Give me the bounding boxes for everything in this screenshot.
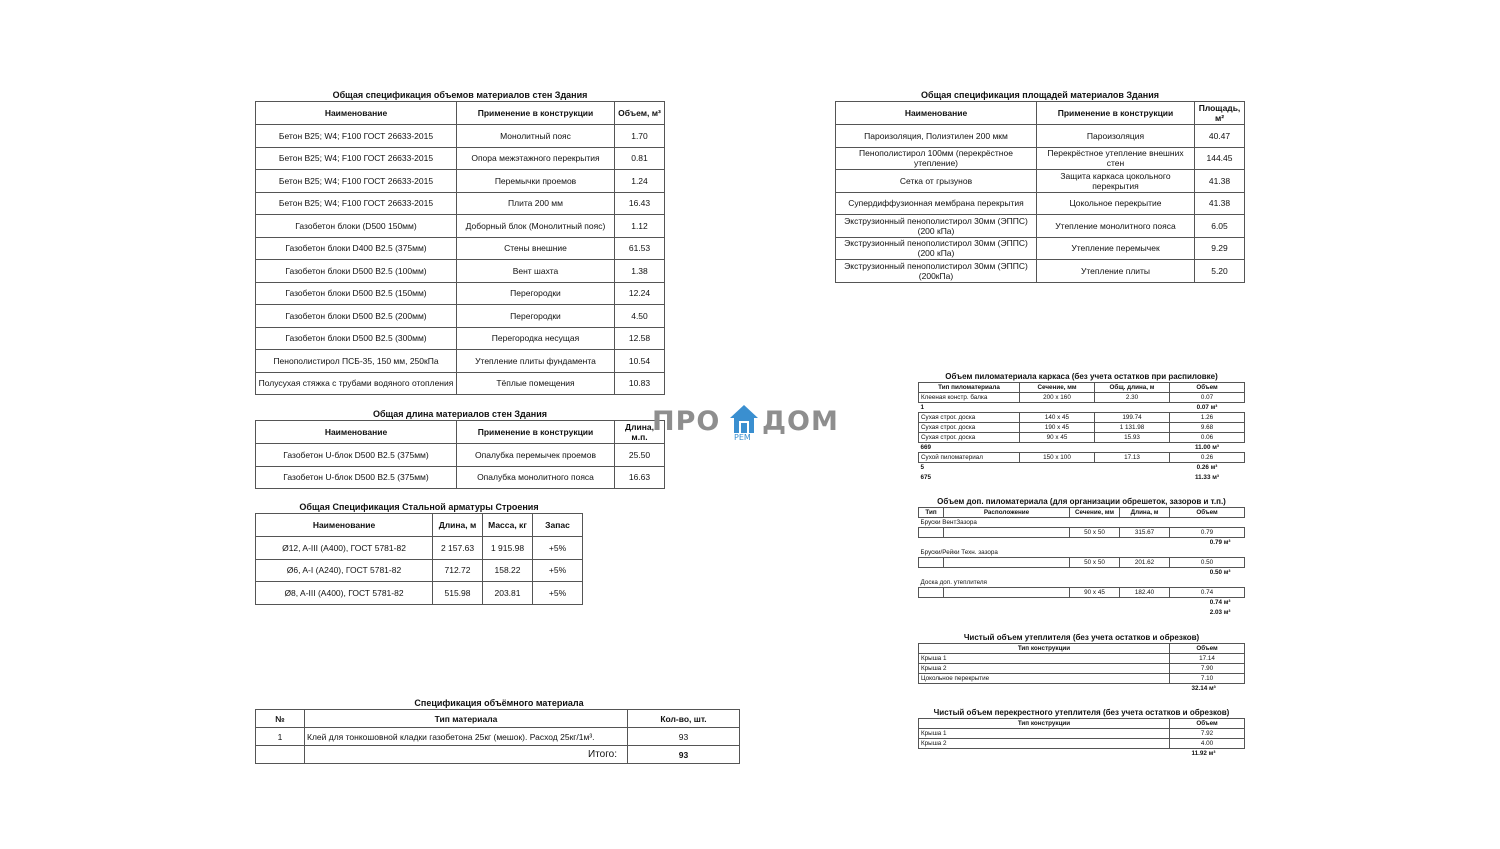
column-header: Наименование (256, 421, 457, 444)
area-spec (835, 90, 1245, 283)
material-name: Бетон B25; W4; F100 ГОСТ 26633-2015 (256, 170, 457, 193)
total-value: 93 (628, 746, 740, 764)
table-row (836, 125, 1245, 148)
column-header: Длина, м (433, 514, 483, 537)
subtotal-value: 0.07 м³ (1196, 404, 1218, 411)
length-value: 17.13 (1095, 453, 1170, 463)
logo-small-text: РЕМ (734, 433, 751, 442)
table-row (919, 558, 1245, 568)
subtotal-value: 0.50 м³ (1209, 569, 1231, 577)
volume-value: 1.70 (615, 125, 665, 148)
pro-dom-logo (650, 404, 850, 444)
area-value: 6.05 (1195, 215, 1245, 238)
insulation-volume-title: Чистый объем утеплителя (без учета остатков и обрезков) (963, 633, 1200, 642)
total-row (919, 684, 1245, 694)
volume-value: 4.50 (615, 305, 665, 328)
column-header: Применение в конструкции (457, 421, 615, 444)
extra-lumber-table (918, 507, 1245, 618)
length-value: 2 157.63 (433, 537, 483, 560)
table-row (256, 537, 583, 560)
empty-cell (1020, 443, 1095, 453)
table-header-row (256, 710, 740, 728)
empty-cell (1095, 473, 1170, 483)
section-value: 50 x 50 (1070, 528, 1120, 538)
volume-value: 10.54 (615, 350, 665, 373)
volume-value: 12.58 (615, 327, 665, 350)
empty-cell (256, 746, 305, 764)
table-row (919, 739, 1245, 749)
empty-cell (919, 568, 1170, 578)
count-value: 669 (920, 444, 932, 451)
column-header: Сечение, мм (1020, 383, 1095, 393)
table-row (919, 433, 1245, 443)
column-header: Запас (533, 514, 583, 537)
rebar-name: Ø6, A-I (A240), ГОСТ 5781-82 (256, 559, 433, 582)
application: Утепление плиты фундамента (457, 350, 615, 373)
column-header: Объем (1170, 644, 1245, 654)
volume-value: 17.14 (1170, 654, 1245, 664)
cross-insulation-spec (918, 708, 1245, 759)
reserve-value: +5% (533, 537, 583, 560)
subtotal-row (919, 463, 1245, 473)
column-header: Объем (1170, 383, 1245, 393)
area-value: 41.38 (1195, 170, 1245, 193)
table-row (256, 466, 665, 489)
subtotal-value: 0.26 м³ (1196, 464, 1218, 472)
length-value: 16.63 (615, 466, 665, 489)
column-header: № (256, 710, 305, 728)
table-row (256, 372, 665, 395)
table-row (919, 393, 1245, 403)
table-row (256, 559, 583, 582)
volume-value: 7.92 (1170, 729, 1245, 739)
column-header: Наименование (256, 514, 433, 537)
grand-total-row (919, 473, 1245, 483)
application: Вент шахта (457, 260, 615, 283)
table-row (256, 192, 665, 215)
empty-cell (919, 608, 1170, 618)
table-row (256, 327, 665, 350)
empty-cell (919, 684, 1170, 694)
column-header: Масса, кг (483, 514, 533, 537)
table-row (836, 147, 1245, 170)
material-name: Газобетон U-блок D500 B2.5 (375мм) (256, 466, 457, 489)
application: Перемычки проемов (457, 170, 615, 193)
volume-value: 9.68 (1170, 423, 1245, 433)
column-header: Сечение, мм (1070, 508, 1120, 518)
material-name: Газобетон блоки D500 B2.5 (100мм) (256, 260, 457, 283)
mass-value: 1 915.98 (483, 537, 533, 560)
material-type: Клей для тонкошовной кладки газобетона 25кг (мешок). Расход 25кг/1м³. (305, 728, 628, 746)
volume-value: 7.10 (1170, 674, 1245, 684)
table-row (256, 728, 740, 746)
empty-cell (1095, 463, 1170, 473)
column-header: Наименование (256, 102, 457, 125)
empty-cell (1020, 463, 1095, 473)
material-name: Газобетон блоки D500 B2.5 (300мм) (256, 327, 457, 350)
table-row (919, 729, 1245, 739)
count-value: 1 (920, 404, 925, 411)
frame-lumber-spec (918, 372, 1245, 483)
length-value: 2.30 (1095, 393, 1170, 403)
section-value: 190 x 45 (1020, 423, 1095, 433)
table-row (836, 215, 1245, 238)
wall-volume-table (255, 101, 665, 395)
row-number: 1 (256, 728, 305, 746)
empty-cell (1020, 403, 1095, 413)
cross-insulation-title: Чистый объем перекрестного утеплителя (без учета остатков и обрезков) (933, 708, 1230, 717)
total-row (919, 749, 1245, 759)
empty-cell (919, 598, 1170, 608)
volume-value: 1.38 (615, 260, 665, 283)
group-header-row (919, 578, 1245, 588)
wall-volume-title: Общая спецификация объемов материалов стен Здания (332, 90, 588, 100)
rebar-name: Ø12, A-III (A400), ГОСТ 5781-82 (256, 537, 433, 560)
empty-cell (944, 588, 1070, 598)
area-value: 40.47 (1195, 125, 1245, 148)
column-header: Кол-во, шт. (628, 710, 740, 728)
table-row (256, 215, 665, 238)
grand-total-row (919, 608, 1245, 618)
empty-cell (944, 528, 1070, 538)
lumber-type: Клееная констр. балка (919, 393, 1020, 403)
bulk-material-table (255, 709, 740, 764)
area-value: 9.29 (1195, 237, 1245, 260)
column-header: Тип (919, 508, 944, 518)
subtotal-row (919, 403, 1245, 413)
volume-value: 1.12 (615, 215, 665, 238)
empty-cell (1095, 403, 1170, 413)
application: Доборный блок (Монолитный пояс) (457, 215, 615, 238)
length-value: 199.74 (1095, 413, 1170, 423)
application: Перекрёстное утепление внешних стен (1037, 147, 1195, 170)
table-row (256, 305, 665, 328)
material-name: Полусухая стяжка с трубами водяного отопления (256, 372, 457, 395)
column-header: Тип конструкции (919, 644, 1170, 654)
section-value: 200 x 160 (1020, 393, 1095, 403)
application: Цокольное перекрытие (1037, 192, 1195, 215)
length-value: 315.67 (1120, 528, 1170, 538)
area-title: Общая спецификация площадей материалов Здания (921, 90, 1159, 100)
rebar-name: Ø8, A-III (A400), ГОСТ 5781-82 (256, 582, 433, 605)
table-header-row (836, 102, 1245, 125)
column-header: Тип пиломатериала (919, 383, 1020, 393)
house-icon (728, 404, 760, 434)
volume-value: 61.53 (615, 237, 665, 260)
grand-total-value: 11.33 м³ (1195, 474, 1219, 481)
subtotal-row (919, 568, 1245, 578)
empty-cell (919, 588, 944, 598)
construction-type: Крыша 1 (919, 654, 1170, 664)
subtotal-row (919, 538, 1245, 548)
section-value: 150 x 100 (1020, 453, 1095, 463)
table-row (919, 674, 1245, 684)
column-header: Расположение (944, 508, 1070, 518)
subtotal-value: 0.74 м³ (1209, 599, 1231, 607)
application: Утепление монолитного пояса (1037, 215, 1195, 238)
group-header-row (919, 518, 1245, 528)
table-row (919, 588, 1245, 598)
volume-value: 1.26 (1170, 413, 1245, 423)
total-value: 32.14 м³ (1191, 685, 1216, 693)
application: Опалубка монолитного пояса (457, 466, 615, 489)
application: Опалубка перемычек проемов (457, 444, 615, 467)
material-name: Бетон B25; W4; F100 ГОСТ 26633-2015 (256, 147, 457, 170)
mass-value: 203.81 (483, 582, 533, 605)
table-header-row (919, 383, 1245, 393)
construction-type: Крыша 1 (919, 729, 1170, 739)
application: Пароизоляция (1037, 125, 1195, 148)
mass-value: 158.22 (483, 559, 533, 582)
application: Тёплые помещения (457, 372, 615, 395)
volume-value: 12.24 (615, 282, 665, 305)
volume-value: 4.00 (1170, 739, 1245, 749)
wall-length-title: Общая длина материалов стен Здания (373, 409, 547, 419)
reserve-value: +5% (533, 582, 583, 605)
total-value: 11.92 м³ (1191, 750, 1216, 758)
section-value: 90 x 45 (1070, 588, 1120, 598)
cross-insulation-table (918, 718, 1245, 759)
empty-cell (919, 528, 944, 538)
volume-value: 1.24 (615, 170, 665, 193)
subtotal-row (919, 443, 1245, 453)
construction-type: Крыша 2 (919, 664, 1170, 674)
construction-type: Крыша 2 (919, 739, 1170, 749)
material-name: Газобетон U-блок D500 B2.5 (375мм) (256, 444, 457, 467)
frame-lumber-title: Объем пиломатериала каркаса (без учета остатков при распиловке) (945, 372, 1218, 381)
material-name: Газобетон блоки D500 B2.5 (200мм) (256, 305, 457, 328)
table-header-row (256, 421, 665, 444)
logo-text-right: ДОМ (762, 406, 839, 437)
column-header: Тип конструкции (919, 719, 1170, 729)
count-value: 5 (920, 464, 925, 472)
section-value: 50 x 50 (1070, 558, 1120, 568)
volume-value: 16.43 (615, 192, 665, 215)
length-value: 712.72 (433, 559, 483, 582)
volume-value: 0.74 (1170, 588, 1245, 598)
column-header: Применение в конструкции (457, 102, 615, 125)
length-value: 201.62 (1120, 558, 1170, 568)
lumber-type: Сухая строг. доска (919, 423, 1020, 433)
area-value: 5.20 (1195, 260, 1245, 283)
subtotal-row (919, 598, 1245, 608)
column-header: Применение в конструкции (1037, 102, 1195, 125)
total-row (256, 746, 740, 764)
material-name: Экструзионный пенополистирол 30мм (ЭППС) (200 кПа) (836, 237, 1037, 260)
table-row (836, 260, 1245, 283)
wall-length-spec (255, 409, 665, 489)
bulk-material-spec (255, 698, 743, 764)
area-value: 144.45 (1195, 147, 1245, 170)
length-value: 1 131.98 (1095, 423, 1170, 433)
frame-lumber-table (918, 382, 1245, 483)
volume-value: 0.26 (1170, 453, 1245, 463)
group-header-row (919, 548, 1245, 558)
material-name: Экструзионный пенополистирол 30мм (ЭППС) (200кПа) (836, 260, 1037, 283)
material-name: Сетка от грызунов (836, 170, 1037, 193)
table-row (919, 413, 1245, 423)
volume-value: 7.90 (1170, 664, 1245, 674)
section-value: 140 x 45 (1020, 413, 1095, 423)
group-name: Доска доп. утеплителя (920, 578, 987, 586)
column-header: Наименование (836, 102, 1037, 125)
table-row (256, 170, 665, 193)
material-name: Пенополистирол ПСБ-35, 150 мм, 250кПа (256, 350, 457, 373)
length-value: 25.50 (615, 444, 665, 467)
column-header: Общ. длина, м (1095, 383, 1170, 393)
rebar-title: Общая Спецификация Стальной арматуры Строения (299, 502, 539, 512)
empty-cell (1020, 473, 1095, 483)
table-row (836, 192, 1245, 215)
material-name: Пенополистирол 100мм (перекрёстное утепление) (836, 147, 1037, 170)
volume-value: 0.81 (615, 147, 665, 170)
volume-value: 10.83 (615, 372, 665, 395)
material-name: Газобетон блоки D400 B2.5 (375мм) (256, 237, 457, 260)
application: Стены внешние (457, 237, 615, 260)
construction-type: Цокольное перекрытие (919, 674, 1170, 684)
application: Утепление перемычек (1037, 237, 1195, 260)
application: Перегородки (457, 282, 615, 305)
material-name: Супердиффузионная мембрана перекрытия (836, 192, 1037, 215)
application: Опора межэтажного перекрытия (457, 147, 615, 170)
area-value: 41.38 (1195, 192, 1245, 215)
subtotal-value: 11.00 м³ (1195, 444, 1219, 451)
wall-length-table (255, 420, 665, 489)
volume-value: 0.79 (1170, 528, 1245, 538)
subtotal-value: 0.79 м³ (1209, 539, 1231, 547)
extra-lumber-title: Объем доп. пиломатериала (для организации обрешеток, зазоров и т.п.) (937, 497, 1226, 506)
length-value: 15.93 (1095, 433, 1170, 443)
table-row (836, 237, 1245, 260)
lumber-type: Сухая строг. доска (919, 433, 1020, 443)
reserve-value: +5% (533, 559, 583, 582)
column-header: Длина, м (1120, 508, 1170, 518)
application: Перегородка несущая (457, 327, 615, 350)
table-row (836, 170, 1245, 193)
material-name: Бетон B25; W4; F100 ГОСТ 26633-2015 (256, 125, 457, 148)
volume-value: 0.06 (1170, 433, 1245, 443)
material-name: Газобетон блоки (D500 150мм) (256, 215, 457, 238)
column-header: Тип материала (305, 710, 628, 728)
empty-cell (1095, 443, 1170, 453)
empty-cell (919, 538, 1170, 548)
area-table (835, 101, 1245, 283)
table-row (256, 260, 665, 283)
table-row (256, 125, 665, 148)
table-header-row (256, 102, 665, 125)
rebar-table (255, 513, 583, 605)
grand-total-value: 2.03 м³ (1209, 609, 1231, 616)
table-row (919, 423, 1245, 433)
table-row (256, 282, 665, 305)
application: Перегородки (457, 305, 615, 328)
material-name: Экструзионный пенополистирол 30мм (ЭППС) (200 кПа) (836, 215, 1037, 238)
length-value: 515.98 (433, 582, 483, 605)
table-row (256, 237, 665, 260)
table-header-row (919, 508, 1245, 518)
application: Утепление плиты (1037, 260, 1195, 283)
logo-text-left: ПРО (652, 406, 721, 437)
table-header-row (256, 514, 583, 537)
count-value: 675 (920, 474, 932, 481)
table-row (919, 654, 1245, 664)
lumber-type: Сухой пиломатериал (919, 453, 1020, 463)
column-header: Объем (1170, 508, 1245, 518)
table-row (919, 528, 1245, 538)
rebar-spec (255, 502, 583, 605)
length-value: 182.40 (1120, 588, 1170, 598)
insulation-volume-spec (918, 633, 1245, 694)
material-name: Газобетон блоки D500 B2.5 (150мм) (256, 282, 457, 305)
wall-volume-spec (255, 90, 665, 395)
table-header-row (919, 644, 1245, 654)
material-name: Бетон B25; W4; F100 ГОСТ 26633-2015 (256, 192, 457, 215)
quantity-value: 93 (628, 728, 740, 746)
application: Плита 200 мм (457, 192, 615, 215)
table-row (256, 147, 665, 170)
volume-value: 0.07 (1170, 393, 1245, 403)
lumber-type: Сухая строг. доска (919, 413, 1020, 423)
empty-cell (919, 749, 1170, 759)
application: Защита каркаса цокольного перекрытия (1037, 170, 1195, 193)
application: Монолитный пояс (457, 125, 615, 148)
table-row (919, 664, 1245, 674)
empty-cell (944, 558, 1070, 568)
column-header: Площадь, м² (1195, 102, 1245, 125)
group-name: Бруски ВентЗазора (920, 519, 977, 526)
volume-value: 0.50 (1170, 558, 1245, 568)
section-value: 90 x 45 (1020, 433, 1095, 443)
column-header: Объем, м³ (615, 102, 665, 125)
column-header: Объем (1170, 719, 1245, 729)
total-label: Итого: (305, 746, 628, 764)
insulation-volume-table (918, 643, 1245, 694)
table-row (256, 582, 583, 605)
bulk-material-title: Спецификация объёмного материала (414, 698, 584, 708)
table-header-row (919, 719, 1245, 729)
empty-cell (919, 558, 944, 568)
material-name: Пароизоляция, Полиэтилен 200 мкм (836, 125, 1037, 148)
table-row (919, 453, 1245, 463)
extra-lumber-spec (918, 497, 1245, 618)
table-row (256, 444, 665, 467)
group-name: Бруски/Рейки Техн. зазора (920, 548, 998, 556)
column-header: Длина, м.п. (615, 421, 665, 444)
table-row (256, 350, 665, 373)
